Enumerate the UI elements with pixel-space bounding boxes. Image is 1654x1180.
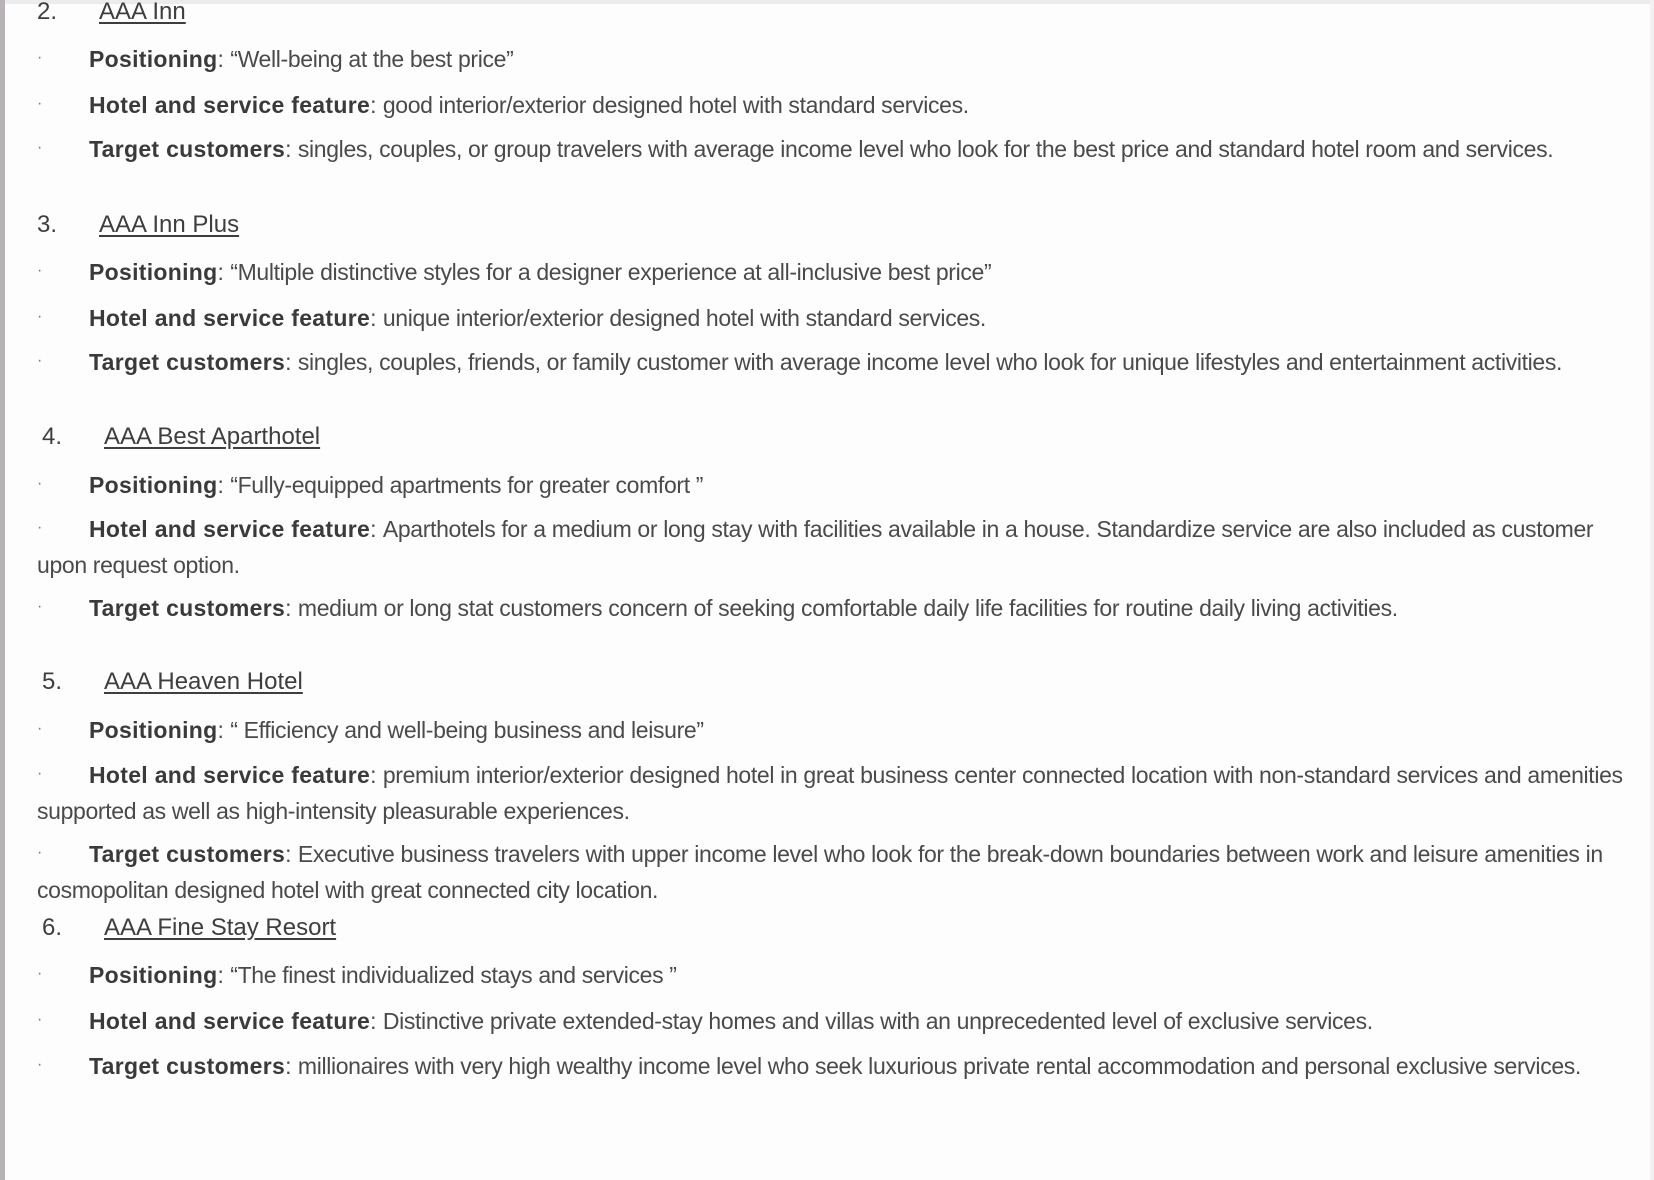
page-top-edge — [0, 0, 1654, 4]
bullet-icon: · — [37, 94, 43, 112]
list-item-positioning: · Positioning: “Multiple distinctive styles for a designer experience at all-inclusive best price” — [37, 255, 1627, 291]
section-title: AAA Fine Stay Resort — [104, 914, 337, 941]
list-item-hotel-feature: · Hotel and service feature: unique interior/exterior designed hotel with standard services. — [37, 301, 1627, 337]
list-item-hotel-feature: · Hotel and service feature: premium interior/exterior designed hotel in great business center connected location with non-standard services and amenities supported as well as high-intensity pleasurable experiences. — [37, 758, 1627, 828]
item-text: “ Efficiency and well-being business and leisure” — [230, 717, 704, 743]
bullet-icon: · — [37, 597, 43, 615]
bullet-icon: · — [37, 719, 43, 737]
page-left-border — [0, 0, 5, 1180]
item-label: Hotel and service feature — [89, 516, 371, 542]
list-item-hotel-feature: · Hotel and service feature: Aparthotels for a medium or long stay with facilities available in a house. Standardize service are also included as customer upon request option. — [37, 512, 1627, 582]
item-text: “The finest individualized stays and services ” — [230, 962, 677, 988]
item-label: Target customers — [89, 841, 286, 867]
bullet-icon: · — [37, 474, 43, 492]
bullet-icon: · — [37, 843, 43, 861]
item-text: millionaires with very high wealthy income level who seek luxurious private rental accommodation and personal exclusive services. — [297, 1053, 1581, 1079]
section-heading-aaa-inn — [37, 0, 186, 26]
item-label: Positioning — [89, 717, 218, 743]
bullet-icon: · — [37, 1010, 43, 1028]
bullet-icon: · — [37, 1055, 43, 1073]
item-text: singles, couples, friends, or family customer with average income level who look for unique lifestyles and entertainment activities. — [297, 349, 1563, 375]
item-text: Aparthotels for a medium or long stay with facilities available in a house. Standardize service are also included as customer upon request option. — [37, 516, 1594, 578]
section-title: AAA Best Aparthotel — [104, 423, 321, 450]
section-title: AAA Inn Plus — [99, 211, 240, 238]
item-label: Hotel and service feature — [89, 1008, 371, 1034]
item-label: Hotel and service feature — [89, 92, 371, 118]
list-item-target-customers: · Target customers: Executive business travelers with upper income level who look for the break-down boundaries between work and leisure amenities in cosmopolitan designed hotel with great connected city location. — [37, 837, 1627, 907]
item-text: Distinctive private extended-stay homes and villas with an unprecedented level of exclusive services. — [382, 1008, 1373, 1034]
item-label: Positioning — [89, 472, 218, 498]
bullet-icon: · — [37, 261, 43, 279]
list-item-positioning: · Positioning: “Fully-equipped apartments for greater comfort ” — [37, 468, 1627, 504]
item-text: “Well-being at the best price” — [230, 46, 514, 72]
section-number: 5. — [42, 668, 63, 695]
bullet-icon: · — [37, 764, 43, 782]
item-text: medium or long stat customers concern of seeking comfortable daily life facilities for routine daily living activities. — [297, 595, 1398, 621]
item-text: “Fully-equipped apartments for greater comfort ” — [230, 472, 704, 498]
section-number: 4. — [42, 423, 63, 450]
list-item-hotel-feature: · Hotel and service feature: good interior/exterior designed hotel with standard services. — [37, 88, 1627, 124]
item-text: unique interior/exterior designed hotel with standard services. — [382, 305, 986, 331]
bullet-icon: · — [37, 48, 43, 66]
section-number: 3. — [37, 211, 58, 238]
bullet-icon: · — [37, 351, 43, 369]
item-label: Positioning — [89, 46, 218, 72]
section-heading-aaa-heaven-hotel — [42, 668, 303, 696]
section-title: AAA Heaven Hotel — [104, 668, 303, 695]
item-text: premium interior/exterior designed hotel in great business center connected location with non-standard services and amenities supported as well as high-intensity pleasurable experiences. — [37, 762, 1623, 824]
list-item-positioning: · Positioning: “Well-being at the best price” — [37, 42, 1627, 78]
section-number: 2. — [37, 0, 58, 25]
item-text: good interior/exterior designed hotel with standard services. — [382, 92, 969, 118]
list-item-hotel-feature: · Hotel and service feature: Distinctive private extended-stay homes and villas with an unprecedented level of exclusive services. — [37, 1004, 1627, 1040]
section-heading-aaa-inn-plus — [37, 211, 239, 239]
item-label: Positioning — [89, 962, 218, 988]
section-number: 6. — [42, 914, 63, 941]
item-label: Hotel and service feature — [89, 305, 371, 331]
item-label: Target customers — [89, 349, 286, 375]
item-label: Target customers — [89, 1053, 286, 1079]
section-title: AAA Inn — [99, 0, 186, 25]
item-text: Executive business travelers with upper income level who look for the break-down boundaries between work and leisure amenities in cosmopolitan designed hotel with great connected city location. — [37, 841, 1603, 903]
item-label: Target customers — [89, 595, 286, 621]
item-text: singles, couples, or group travelers with average income level who look for the best price and standard hotel room and services. — [297, 136, 1554, 162]
list-item-target-customers: · Target customers: medium or long stat customers concern of seeking comfortable daily life facilities for routine daily living activities. — [37, 591, 1627, 627]
list-item-target-customers: · Target customers: millionaires with very high wealthy income level who seek luxurious private rental accommodation and personal exclusive services. — [37, 1049, 1627, 1085]
page-right-edge — [1650, 0, 1654, 1180]
list-item-target-customers: · Target customers: singles, couples, or group travelers with average income level who look for the best price and standard hotel room and services. — [37, 132, 1627, 168]
item-text: “Multiple distinctive styles for a designer experience at all-inclusive best price” — [230, 259, 992, 285]
list-item-target-customers: · Target customers: singles, couples, friends, or family customer with average income level who look for unique lifestyles and entertainment activities. — [37, 345, 1627, 381]
bullet-icon: · — [37, 964, 43, 982]
section-heading-aaa-fine-stay-resort — [42, 914, 336, 942]
item-label: Target customers — [89, 136, 286, 162]
list-item-positioning: · Positioning: “ Efficiency and well-being business and leisure” — [37, 713, 1627, 749]
item-label: Positioning — [89, 259, 218, 285]
bullet-icon: · — [37, 307, 43, 325]
bullet-icon: · — [37, 138, 43, 156]
item-label: Hotel and service feature — [89, 762, 371, 788]
section-heading-aaa-best-aparthotel — [42, 423, 320, 451]
bullet-icon: · — [37, 518, 43, 536]
list-item-positioning: · Positioning: “The finest individualized stays and services ” — [37, 958, 1627, 994]
